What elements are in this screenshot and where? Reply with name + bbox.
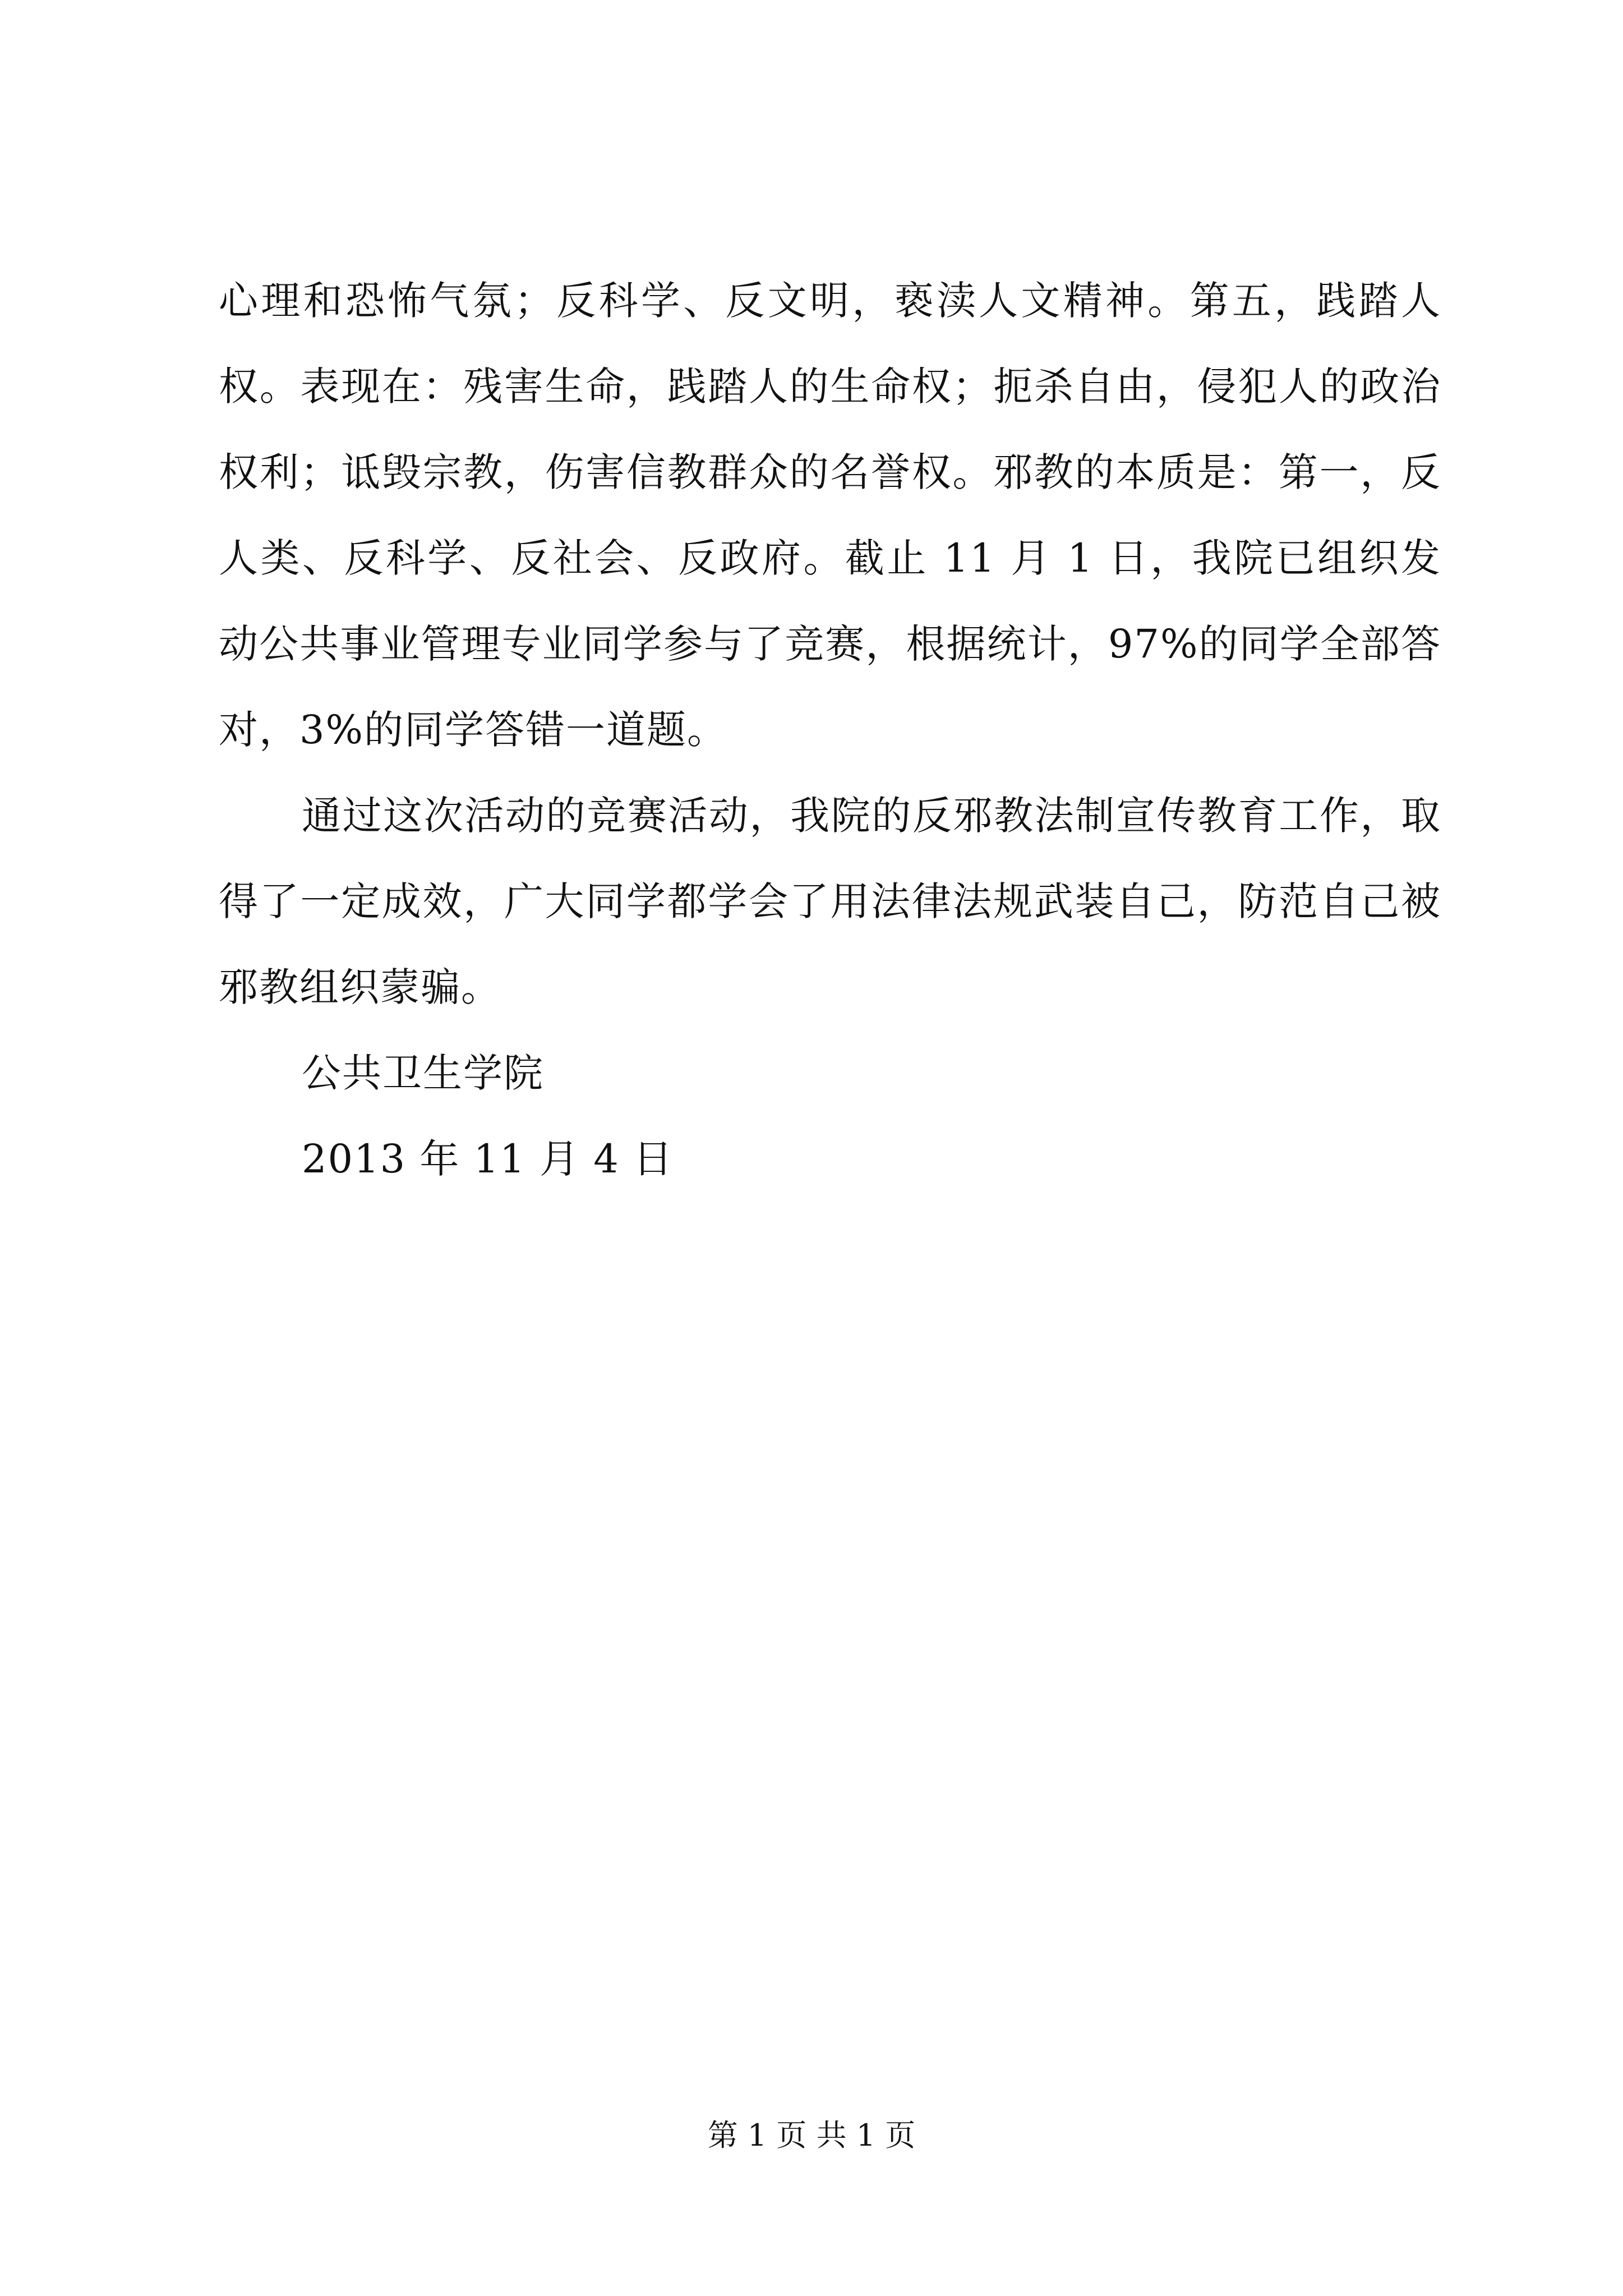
signature-organization: 公共卫生学院	[302, 1050, 544, 1096]
paragraph-conclusion: 通过这次活动的竞赛活动，我院的反邪教法制宣传教育工作，取得了一定成效，广大同学都学会了用法律法规武装自己，防范自己被邪教组织蒙骗。	[219, 793, 1441, 1010]
paragraph-continued: 心理和恐怖气氛；反科学、反文明，亵渎人文精神。第五，践踏人权。表现在：残害生命，践踏人的生命权；扼杀自由，侵犯人的政治权利；诋毁宗教，伤害信教群众的名誉权。邪教的本质是：第一，反人类、反科学、反社会、反政府。截止 11 月 1 日，我院已组织发动公共事业管理专业同学参与了竞赛，根据统计，97%的同学全部答对，3%的同学答错一道题。	[219, 278, 1441, 753]
document-body	[219, 258, 1441, 1202]
page-footer: 第 1 页 共 1 页	[707, 2118, 916, 2153]
signature-date: 2013 年 11 月 4 日	[302, 1136, 674, 1182]
